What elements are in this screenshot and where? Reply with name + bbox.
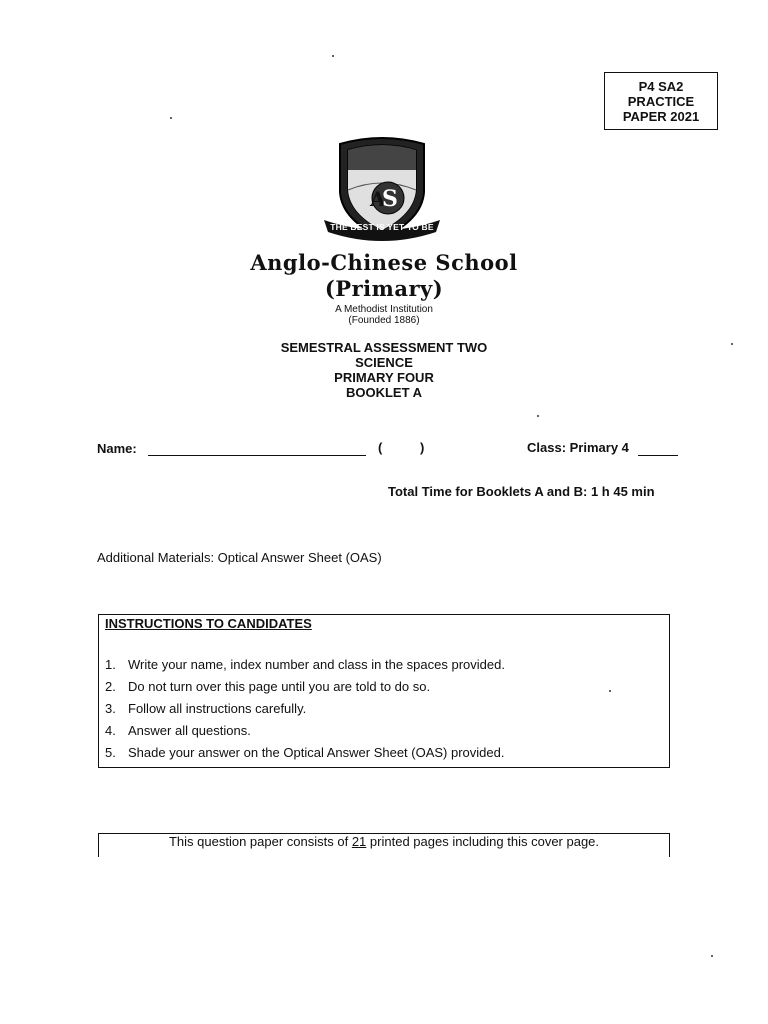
instruction-item	[105, 679, 505, 701]
paper-tag-line3: PAPER 2021	[622, 108, 700, 124]
instructions-list	[105, 657, 505, 767]
class-label: Class: Primary 4	[527, 440, 629, 455]
page-count-number: 21	[351, 834, 367, 849]
school-subtitle: A Methodist Institution	[335, 304, 433, 315]
name-label: Name:	[97, 441, 137, 456]
exam-subject: SCIENCE	[355, 355, 413, 370]
page-count-box	[98, 833, 670, 857]
scan-speck	[711, 955, 713, 957]
instruction-number: 5.	[105, 745, 116, 760]
exam-level: PRIMARY FOUR	[334, 370, 434, 385]
paper-tag-box	[604, 72, 718, 130]
scan-speck	[170, 117, 172, 119]
svg-text:S: S	[382, 186, 398, 212]
class-field[interactable]	[638, 455, 678, 456]
additional-materials: Additional Materials: Optical Answer Sheet (OAS)	[97, 550, 382, 565]
instruction-text: Answer all questions.	[128, 723, 251, 738]
page-count-prefix: This question paper consists of	[168, 834, 349, 849]
scan-speck	[537, 415, 539, 417]
exam-title: SEMESTRAL ASSESSMENT TWO	[280, 340, 488, 355]
school-name-line1: Anglo-Chinese School	[250, 250, 518, 275]
instruction-number: 1.	[105, 657, 116, 672]
svg-text:A: A	[370, 187, 386, 211]
total-time: Total Time for Booklets A and B: 1 h 45 min	[388, 484, 655, 499]
instruction-item	[105, 723, 505, 745]
instruction-text: Write your name, index number and class in the spaces provided.	[128, 657, 505, 672]
exam-booklet: BOOKLET A	[345, 385, 423, 400]
page-count-suffix: printed pages including this cover page.	[369, 834, 600, 849]
instruction-item	[105, 701, 505, 723]
instruction-item	[105, 657, 505, 679]
instructions-title: INSTRUCTIONS TO CANDIDATES	[105, 616, 312, 631]
scan-speck	[609, 690, 611, 692]
name-field[interactable]	[148, 455, 366, 456]
instruction-text: Shade your answer on the Optical Answer Sheet (OAS) provided.	[128, 745, 505, 760]
instruction-number: 2.	[105, 679, 116, 694]
instruction-item	[105, 745, 505, 767]
index-number-field[interactable]	[388, 438, 418, 456]
index-close-paren: )	[420, 440, 425, 455]
paper-tag-line1: P4 SA2	[638, 78, 684, 94]
instruction-text: Do not turn over this page until you are told to do so.	[128, 679, 431, 694]
school-name-line2: (Primary)	[324, 276, 444, 301]
instructions-box	[98, 614, 670, 768]
index-open-paren: (	[378, 440, 383, 455]
school-crest-icon	[322, 136, 442, 248]
school-founded: (Founded 1886)	[348, 315, 420, 326]
instruction-number: 3.	[105, 701, 116, 716]
instruction-number: 4.	[105, 723, 116, 738]
crest-motto: THE BEST IS YET TO BE	[330, 222, 434, 232]
paper-tag-line2: PRACTICE	[627, 93, 695, 109]
scan-speck	[332, 55, 334, 57]
instruction-text: Follow all instructions carefully.	[128, 701, 307, 716]
scan-speck	[731, 343, 733, 345]
